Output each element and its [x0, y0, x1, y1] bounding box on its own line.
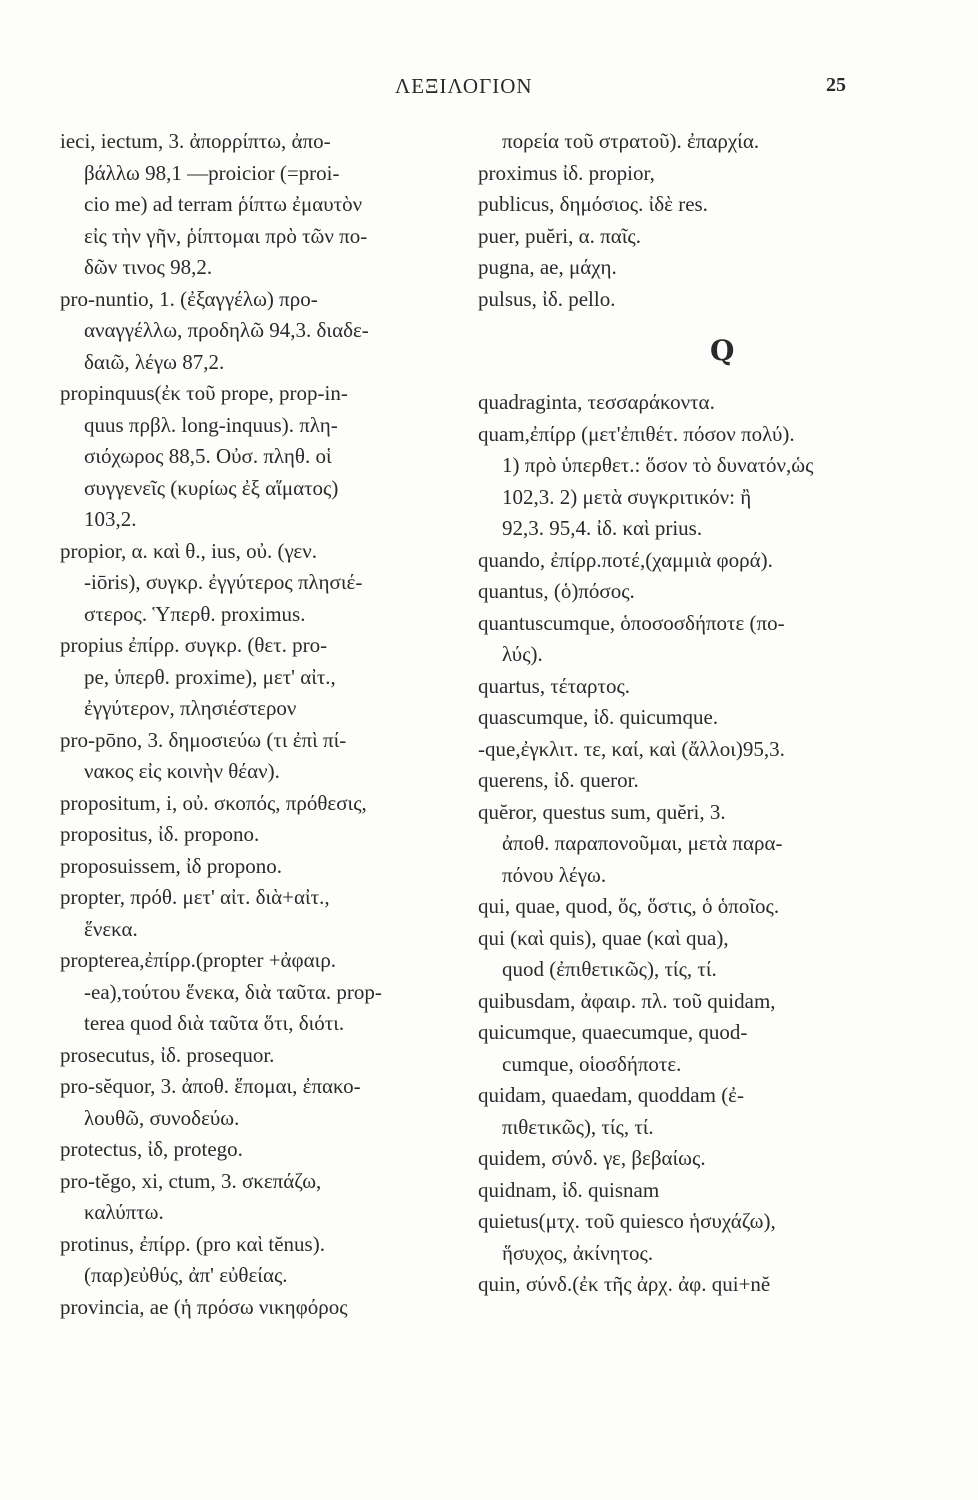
entry-line: 103,2. [84, 507, 137, 531]
entry-line: quietus(μτχ. τοῦ quiesco ἡσυχάζω), [478, 1209, 776, 1233]
entry-line: pugna, ae, μάχη. [478, 255, 617, 279]
entry-line: quartus, τέταρτος. [478, 673, 631, 698]
entry-line: propositum, i, οὐ. σκοπός, πρόθεσις, [60, 790, 367, 815]
entry-line: quibusdam, ἀφαιρ. πλ. τοῦ quidam, [478, 988, 776, 1013]
entry-line: quadraginta, τεσσαράκοντα. [478, 390, 715, 414]
entry-line: pulsus, ἰδ. pello. [478, 286, 616, 311]
entry-line: puer, puĕri, α. παῖς. [478, 223, 641, 248]
entry-line: propior, α. καὶ θ., ius, οὐ. (γεν. [60, 538, 317, 563]
entry-line: -que,ἐγκλιτ. τε, καί, καὶ (ἄλλοι)95,3. [478, 736, 785, 761]
entry-line: quando, ἐπίρρ.ποτέ,(χαμμιὰ φορά). [478, 547, 773, 572]
entry-line: συγγενεῖς (κυρίως ἐξ αἵματος) [84, 475, 339, 500]
entry-line: propius ἐπίρρ. συγκρ. (θετ. pro- [60, 633, 328, 657]
entry-line: ἀποθ. παραπονοῦμαι, μετὰ παρα- [502, 831, 783, 855]
entry-line: qui (καὶ quis), quae (καὶ qua), [478, 925, 729, 950]
entry-line: πόνου λέγω. [502, 862, 607, 887]
entry-line: prosecutus, ἰδ. prosequor. [60, 1042, 275, 1067]
entry-line: quod (ἐπιθετικῶς), τίς, τί. [502, 957, 717, 981]
entry-line: quantuscumque, ὁποσοσδήποτε (πο- [478, 610, 785, 635]
entry-line: quin, σύνδ.(ἐκ τῆς ἀρχ. ἀφ. qui+nĕ [478, 1272, 771, 1296]
entry-line: (παρ)εὐθύς, ἀπ' εὐθείας. [84, 1263, 288, 1287]
entry-line: λύς). [502, 642, 543, 666]
entry-line: πορεία τοῦ στρατοῦ). ἐπαρχία. [502, 129, 760, 153]
entry-line: quam,ἐπίρρ (μετ'ἐπιθέτ. πόσον πολύ). [478, 421, 795, 446]
entry-line: quascumque, ἰδ. quicumque. [478, 705, 719, 729]
entry-line: καλύπτω. [84, 1200, 164, 1224]
page-number: 25 [826, 74, 846, 96]
entry-line: pro-pōno, 3. δημοσιεύω (τι ἐπὶ πί- [60, 727, 347, 752]
entry-line: πιθετικῶς), τίς, τί. [502, 1114, 654, 1139]
entry-line: νακος εἰς κοινὴν θέαν). [84, 759, 280, 783]
entry-line: 92,3. 95,4. ἰδ. καὶ prius. [502, 516, 703, 540]
entry-line: 1) πρὸ ὑπερθετ.: ὅσον τὸ δυνατόν,ὡς [502, 453, 814, 477]
entry-line: ἕνεκα. [84, 916, 138, 941]
entry-line: quĕror, questus sum, quĕri, 3. [478, 799, 726, 824]
entry-line: quus πρβλ. long-inquus). πλη- [84, 412, 338, 437]
entry-line: publicus, δημόσιος. ἰδὲ res. [478, 192, 708, 216]
entry-line: quidam, quaedam, quoddam (ἐ- [478, 1083, 744, 1107]
entry-line: ieci, iectum, 3. ἀπορρίπτω, ἀπο- [60, 129, 331, 153]
entry-line: pe, ὑπερθ. proxime), μετ' αἰτ., [84, 664, 336, 689]
entry-line: protectus, ἰδ, protego. [60, 1137, 243, 1161]
entry-line: propositus, ἰδ. propono. [60, 822, 260, 846]
left-column [60, 126, 490, 1323]
entry-line: λουθῶ, συνοδεύω. [84, 1105, 240, 1130]
entry-line: cio me) ad terram ῥίπτω ἐμαυτὸν [84, 192, 363, 216]
entry-line: δῶν τινος 98,2. [84, 255, 213, 279]
entry-line: propinquus(ἐκ τοῦ prope, prop-in- [60, 381, 348, 405]
entry-line: -iōris), συγκρ. ἐγγύτερος πλησιέ- [84, 570, 363, 594]
entry-line: protinus, ἐπίρρ. (pro καὶ tĕnus). [60, 1231, 325, 1256]
entry-line: quidem, σύνδ. γε, βεβαίως. [478, 1146, 706, 1170]
entry-line: βάλλω 98,1 —proicior (=proi- [84, 160, 340, 185]
entry-line: εἰς τὴν γῆν, ῥίπτομαι πρὸ τῶν πο- [84, 223, 368, 248]
entry-line: quidnam, ἰδ. quisnam [478, 1177, 660, 1202]
entry-line: propter, πρόθ. μετ' αἰτ. διὰ+αἰτ., [60, 885, 330, 909]
entry-line: cumque, οἱοσδήποτε. [502, 1051, 682, 1076]
entry-line: quantus, (ὁ)πόσος. [478, 579, 635, 603]
entry-line: pro-tĕgo, xi, ctum, 3. σκεπάζω, [60, 1168, 322, 1193]
entry-line: ἐγγύτερον, πλησιέστερον [84, 696, 297, 720]
entry-line: pro-nuntio, 1. (ἐξαγγέλω) προ- [60, 286, 318, 311]
entry-line: pro-sĕquor, 3. ἀποθ. ἕπομαι, ἐπακο- [60, 1074, 361, 1098]
entry-line: terea quod διὰ ταῦτα ὅτι, διότι. [84, 1011, 345, 1035]
entry-line: querens, ἰδ. queror. [478, 768, 639, 792]
right-column-q-entries [478, 387, 918, 1301]
entry-line: proposuissem, ἰδ propono. [60, 853, 283, 878]
entry-line: δαιῶ, λέγω 87,2. [84, 349, 225, 374]
entry-line: σιόχωρος 88,5. Οὐσ. πληθ. οἱ [84, 444, 332, 468]
entry-line: qui, quae, quod, ὅς, ὅστις, ὁ ὁποῖος. [478, 894, 780, 918]
entry-line: -ea),τούτου ἕνεκα, διὰ ταῦτα. prop- [84, 979, 382, 1004]
entry-line: αναγγέλλω, προδηλῶ 94,3. διαδε- [84, 318, 369, 342]
running-title: ΛΕΞΙΛΟΓΙΟΝ [395, 74, 533, 98]
entry-line: quicumque, quaecumque, quod- [478, 1020, 748, 1044]
right-column [478, 126, 918, 1301]
entry-line: provincia, ae (ἡ πρόσω νικηφόρος [60, 1294, 348, 1319]
section-letter-q: Q [710, 334, 735, 367]
entry-line: proximus ἰδ. propior, [478, 160, 655, 185]
entry-line: ἥσυχος, ἀκίνητος. [502, 1240, 654, 1265]
page-header [0, 74, 978, 104]
entry-line: 102,3. 2) μετὰ συγκριτικόν: ἢ [502, 484, 752, 509]
entry-line: στερος. Ὑπερθ. proximus. [84, 601, 306, 626]
right-column-p-entries [478, 126, 918, 315]
entry-line: propterea,ἐπίρρ.(propter +ἀφαιρ. [60, 948, 337, 972]
